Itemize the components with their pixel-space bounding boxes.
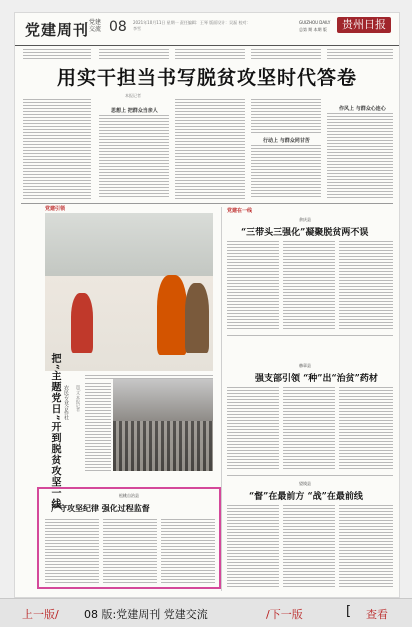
workshop-photo xyxy=(113,379,213,471)
edition-meta: 2021年10月11日 星期一 责任编辑：王琴 版面设计：吴磊 校对：李雪 xyxy=(133,20,251,31)
page-number: 08 xyxy=(109,19,127,35)
divider xyxy=(21,203,393,204)
boxed-title: 严守攻坚纪律 强化过程监督 xyxy=(51,503,150,513)
article-title: “督”在最前方 “战”在最前线 xyxy=(249,492,363,502)
boxed-county: 松桃自治县 xyxy=(119,493,139,498)
county-label: 赫章县 xyxy=(299,363,311,368)
text-block xyxy=(251,99,321,133)
photo-story-subtitle: 农民专业合作社 xyxy=(63,385,69,420)
text-block xyxy=(23,49,91,61)
photo-story-title: 把“主题党日”开到脱贫攻坚一线 xyxy=(49,353,60,510)
divider xyxy=(227,475,393,476)
text-block xyxy=(175,49,245,61)
page-navigation xyxy=(0,598,412,627)
text-block xyxy=(283,505,335,589)
county-label: 望谟县 xyxy=(299,481,311,486)
brand-dates: 总第 期 本期 版 xyxy=(299,27,327,32)
view-link[interactable]: 查看 xyxy=(366,608,388,621)
text-block xyxy=(283,387,335,469)
text-block xyxy=(327,113,393,199)
county-label: 余庆县 xyxy=(299,217,311,222)
masthead xyxy=(15,13,399,46)
text-block xyxy=(103,519,157,583)
column-divider xyxy=(221,207,222,591)
newspaper-page xyxy=(14,12,400,598)
person-figure xyxy=(71,293,93,353)
text-block xyxy=(99,115,169,199)
text-block xyxy=(251,49,321,61)
article-title: 强支部引领 “种”出“治贫”药材 xyxy=(255,374,378,384)
text-block xyxy=(227,241,279,331)
prev-page-link[interactable]: 上一版/ xyxy=(22,608,59,621)
text-block xyxy=(45,519,99,583)
text-block xyxy=(175,99,245,199)
section-subtitle: 党建交流 xyxy=(89,19,102,33)
greenhouse-photo xyxy=(45,213,213,371)
text-block xyxy=(339,241,393,331)
brand-english: GUIZHOU DAILY xyxy=(299,20,331,25)
person-figure xyxy=(157,275,187,355)
subhead: 行动上 与群众同甘苦 xyxy=(263,138,310,144)
bracket-glyph: [ xyxy=(346,604,352,619)
article-title: “三带头三强化”凝聚脱贫两不误 xyxy=(241,228,369,238)
divider xyxy=(227,335,393,336)
text-block xyxy=(251,145,321,199)
section-title: 党建周刊 xyxy=(25,21,90,39)
text-block xyxy=(85,383,111,473)
section-tag: 党建在一线 xyxy=(227,208,253,214)
main-headline: 用实干担当书写脱贫攻坚时代答卷 xyxy=(56,67,357,89)
text-block xyxy=(327,49,393,61)
person-figure xyxy=(185,283,209,353)
text-block xyxy=(23,99,91,199)
newspaper-logo: 贵州日报 xyxy=(337,17,391,33)
text-block xyxy=(339,505,393,589)
section-tag: 党建引领 xyxy=(45,206,66,212)
current-page-label: 08 版:党建周刊 党建交流 xyxy=(84,608,208,621)
text-block xyxy=(227,505,279,589)
highlighted-article[interactable] xyxy=(37,487,221,589)
photo-story-byline: 图/文 本报记者 xyxy=(76,385,81,412)
text-block xyxy=(161,519,215,583)
text-block xyxy=(339,387,393,469)
text-block xyxy=(283,241,335,331)
text-block xyxy=(99,49,169,61)
next-page-link[interactable]: /下一版 xyxy=(266,608,303,621)
headline-byline: 本报记者 xyxy=(125,93,141,98)
subhead: 作风上 与群众心连心 xyxy=(339,106,386,112)
text-block xyxy=(227,387,279,469)
subhead: 思想上 把群众当亲人 xyxy=(111,108,158,114)
